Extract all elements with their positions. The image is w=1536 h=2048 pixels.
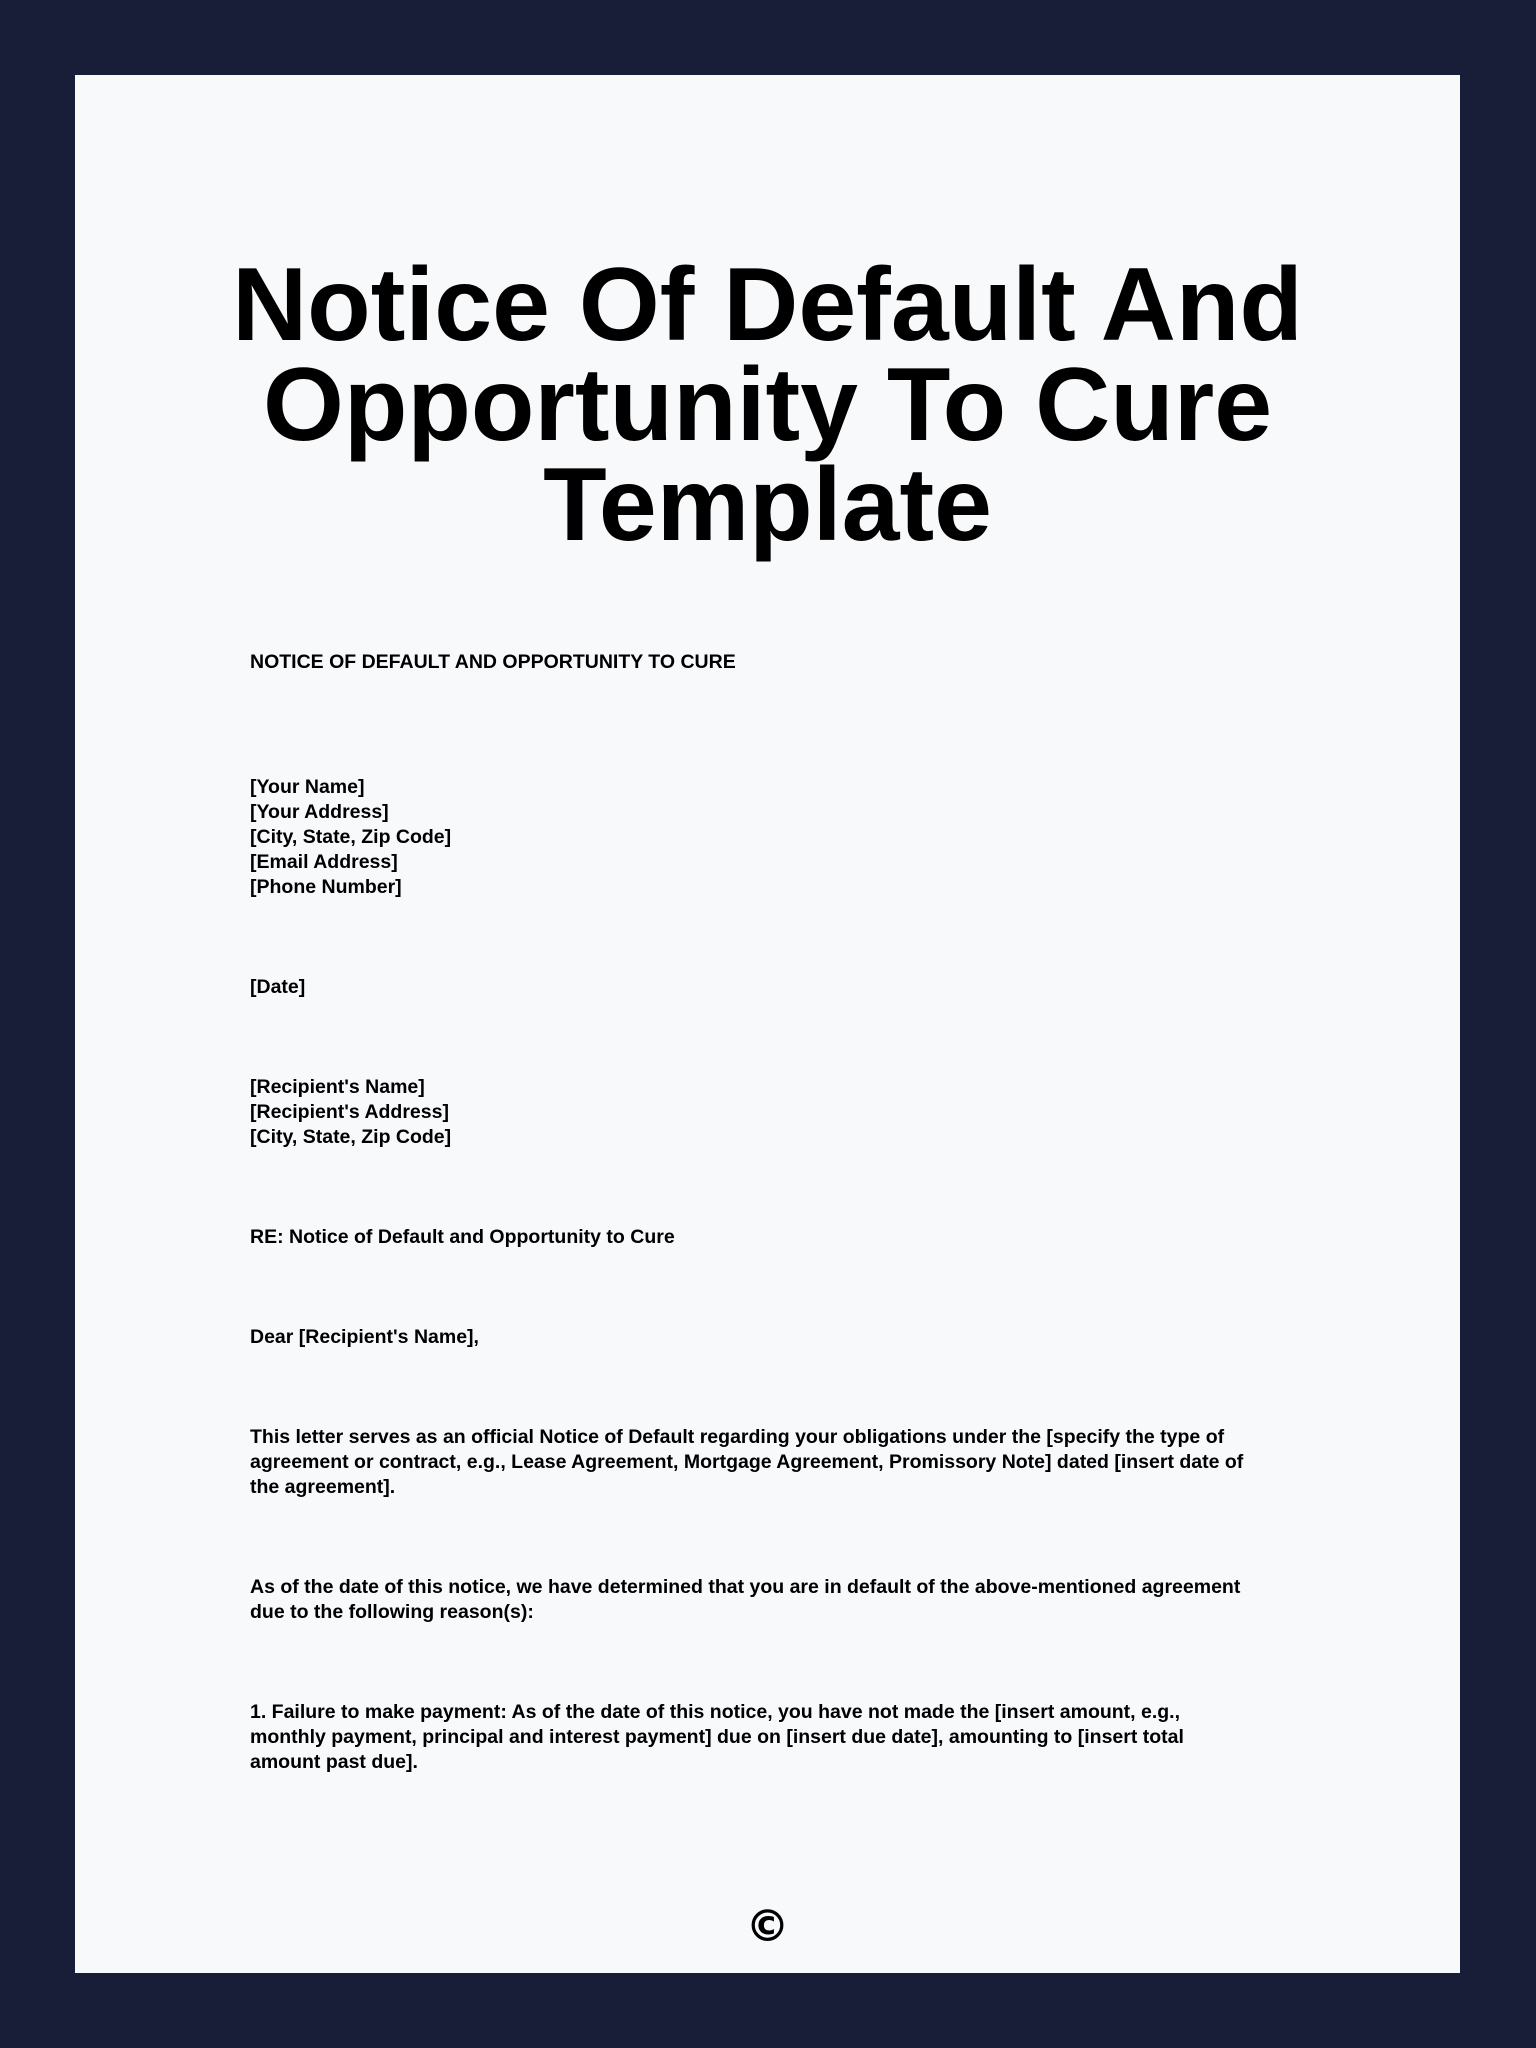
paragraph-failure-to-pay — [250, 1700, 1360, 1775]
title-line: Template — [543, 447, 992, 563]
sender-line: [Your Address] — [250, 801, 389, 823]
paragraph-line: 1. Failure to make payment: As of the date of this notice, you have not made the [insert amount, e.g., — [250, 1701, 1181, 1723]
letter-heading — [250, 650, 1360, 675]
recipient-line: [City, State, Zip Code] — [250, 1126, 452, 1148]
paragraph-default-reasons — [250, 1575, 1360, 1625]
paragraph-line: the agreement]. — [250, 1476, 396, 1498]
sender-line: [Phone Number] — [250, 876, 402, 898]
recipient-block — [250, 1075, 1360, 1150]
recipient-line: [Recipient's Address] — [250, 1101, 449, 1123]
paragraph-line: monthly payment, principal and interest payment] due on [insert due date], amounting to [insert total — [250, 1726, 1184, 1748]
salutation-text: Dear [Recipient's Name], — [250, 1326, 479, 1348]
sender-line: [Email Address] — [250, 851, 398, 873]
title-line: Notice Of Default And — [232, 247, 1303, 363]
paragraph-line: amount past due]. — [250, 1751, 418, 1773]
paragraph-line: due to the following reason(s): — [250, 1601, 534, 1623]
heading-text: NOTICE OF DEFAULT AND OPPORTUNITY TO CURE — [250, 651, 736, 673]
paragraph-default-notice — [250, 1425, 1360, 1500]
title-line: Opportunity To Cure — [262, 347, 1273, 463]
recipient-line: [Recipient's Name] — [250, 1076, 425, 1098]
document-title — [75, 247, 1460, 563]
re-line — [250, 1225, 1360, 1250]
salutation — [250, 1325, 1360, 1350]
date-block — [250, 975, 1360, 1000]
copyright-icon: © — [745, 1901, 790, 1952]
paragraph-line: This letter serves as an official Notice of Default regarding your obligations under the [specify the type of — [250, 1426, 1225, 1448]
document-page — [75, 75, 1460, 1973]
sender-block — [250, 775, 1360, 900]
paragraph-line: agreement or contract, e.g., Lease Agreement, Mortgage Agreement, Promissory Note] dated [insert date of — [250, 1451, 1244, 1473]
sender-line: [Your Name] — [250, 776, 365, 798]
paragraph-line: As of the date of this notice, we have determined that you are in default of the above-mentioned agreement — [250, 1576, 1241, 1598]
re-line-text: RE: Notice of Default and Opportunity to Cure — [250, 1226, 675, 1248]
date-text: [Date] — [250, 976, 306, 998]
sender-line: [City, State, Zip Code] — [250, 826, 452, 848]
